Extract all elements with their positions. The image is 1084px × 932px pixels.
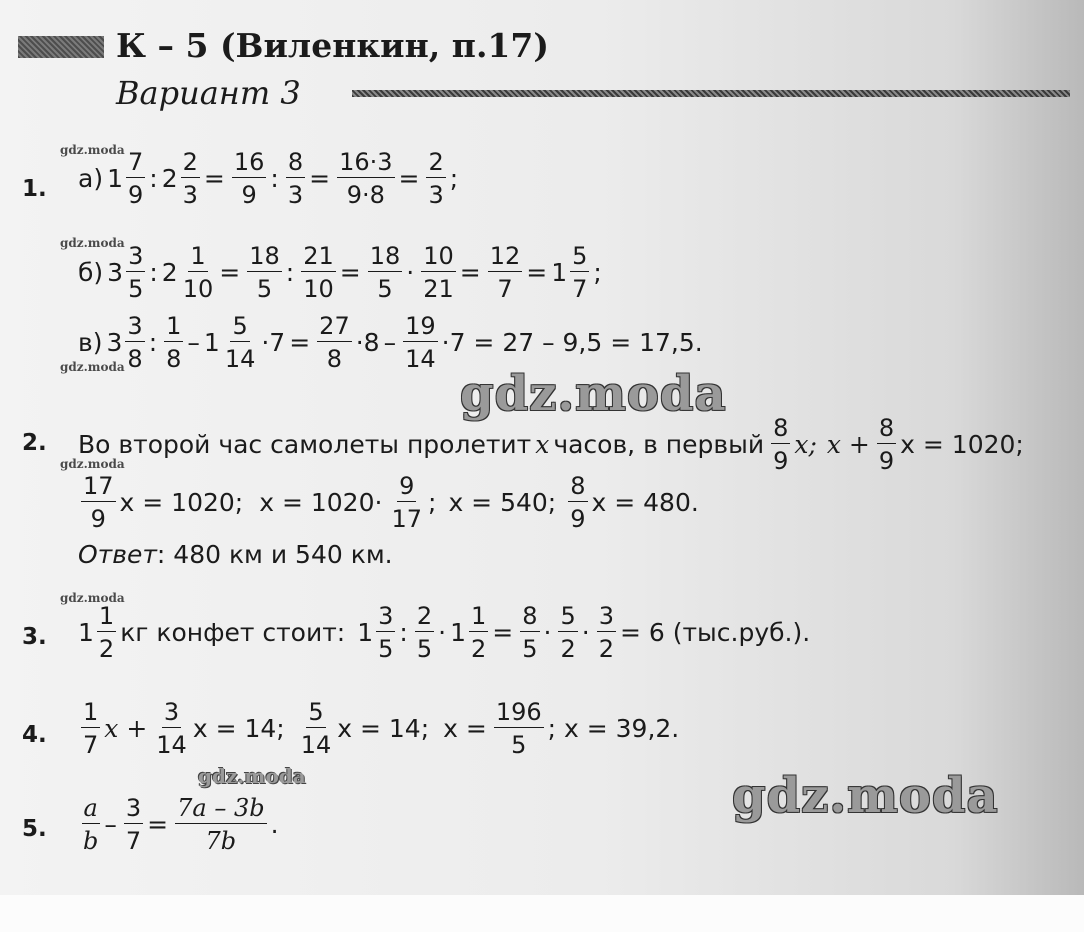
multiply-sign: ·	[406, 258, 415, 287]
item-label: б)	[78, 258, 104, 287]
period: .	[270, 810, 279, 839]
fraction: $\frac{2}{3}$	[428, 148, 444, 209]
problem-number: 1.	[22, 176, 47, 202]
equation: ; x = 39,2.	[547, 714, 680, 743]
equals-sign: =	[309, 164, 331, 193]
semicolon: ;	[428, 488, 437, 517]
equation: x =	[443, 714, 487, 743]
expression-tail: ·7 = 27 – 9,5 = 17,5.	[441, 328, 703, 357]
division-sign: :	[149, 164, 158, 193]
semicolon: ;	[593, 258, 602, 287]
problem-2-line-1	[78, 416, 1028, 473]
fraction: $\frac{5}{14}$	[300, 698, 332, 759]
multiply-sign: ·	[543, 618, 552, 647]
problem-1b	[78, 244, 606, 301]
multiply-term: ·7	[261, 328, 286, 357]
fraction: $\frac{3}{7}$	[125, 794, 142, 855]
answer-label: Ответ	[78, 540, 157, 569]
multiply-term: ·8	[355, 328, 380, 357]
whole-part: 1	[357, 618, 374, 647]
fraction: $\frac{5}{7}$	[572, 242, 588, 303]
whole-part: 1	[78, 618, 94, 647]
variant-label: Вариант 3	[116, 74, 301, 112]
fraction: $\frac{12}{7}$	[489, 242, 521, 303]
equals-sign: =	[526, 258, 548, 287]
multiply-sign: ·	[438, 618, 447, 647]
equation: x = 540;	[448, 488, 557, 517]
problem-number: 4.	[22, 722, 47, 748]
variable-x: x	[535, 430, 550, 459]
fraction: $\frac{8}{9}$	[773, 414, 789, 475]
semicolon: ;	[449, 164, 459, 193]
minus-sign: –	[104, 810, 117, 839]
division-sign: :	[399, 618, 408, 647]
equals-sign: =	[339, 258, 361, 287]
problem-1c	[78, 314, 707, 371]
whole-part: 2	[161, 164, 178, 193]
fraction: $\frac{2}{5}$	[416, 602, 433, 663]
fraction: $\frac{3}{5}$	[378, 602, 394, 663]
whole-part: 1	[450, 618, 466, 647]
item-label: в)	[78, 328, 103, 357]
whole-part: 3	[106, 328, 123, 357]
equals-sign: =	[289, 328, 311, 357]
equation: x = 1020;	[119, 488, 244, 517]
fraction: $\frac{3}{5}$	[128, 242, 144, 303]
fraction: $\frac{18}{5}$	[369, 242, 401, 303]
whole-part: 1	[203, 328, 220, 357]
fraction: $\frac{18}{5}$	[249, 242, 280, 303]
problem-4	[78, 700, 683, 757]
fraction: $\frac{2}{3}$	[182, 148, 198, 209]
fraction: $\frac{16}{9}$	[233, 148, 265, 209]
fraction: $\frac{16\cdot 3}{9\cdot 8}$	[339, 148, 393, 209]
equals-sign: =	[147, 810, 169, 839]
problem-number: 3.	[22, 624, 47, 650]
expression: x +	[826, 430, 870, 459]
problem-5	[78, 796, 283, 853]
fraction: $\frac{27}{8}$	[319, 312, 350, 373]
watermark-medium: gdz.moda	[198, 764, 306, 788]
problem-2-line-2	[78, 474, 703, 531]
item-label: а)	[78, 164, 104, 193]
fraction: $\frac{5}{2}$	[560, 602, 576, 663]
problem-2-answer	[78, 540, 397, 569]
whole-part: 3	[107, 258, 124, 287]
problem-number: 2.	[22, 430, 47, 456]
multiply-sign: ·	[581, 618, 590, 647]
fraction: $\frac{1}{10}$	[182, 242, 214, 303]
equation: x = 1020·	[259, 488, 383, 517]
watermark-small: gdz.moda	[60, 143, 125, 157]
fraction: $\frac{8}{9}$	[570, 472, 586, 533]
statement-text: часов, в первый	[553, 430, 765, 459]
equals-sign: =	[492, 618, 514, 647]
minus-sign: –	[383, 328, 397, 357]
equation: x = 14;	[337, 714, 430, 743]
fraction: $\frac{1}{2}$	[98, 602, 115, 663]
watermark-small: gdz.moda	[60, 591, 125, 605]
watermark-small: gdz.moda	[60, 457, 125, 471]
fraction: $\frac{3}{14}$	[156, 698, 187, 759]
problem-number: 5.	[22, 816, 47, 842]
division-sign: :	[270, 164, 279, 193]
answer-text: : 480 км и 540 км.	[156, 540, 393, 569]
fraction: $\frac{21}{10}$	[303, 242, 334, 303]
statement-text: кг конфет стоит:	[120, 618, 346, 647]
header-marker-bar	[18, 36, 104, 58]
watermark-large: gdz.moda	[732, 768, 999, 824]
fraction: $\frac{5}{14}$	[224, 312, 256, 373]
equation: x = 14;	[192, 714, 285, 743]
fraction: $\frac{1}{2}$	[470, 602, 487, 663]
statement-text: Во второй час самолеты пролетит	[78, 430, 532, 459]
fraction: $\frac{19}{14}$	[405, 312, 436, 373]
fraction: $\frac{7a - 3b}{7b}$	[177, 794, 265, 855]
page-title: К – 5 (Виленкин, п.17)	[116, 26, 549, 65]
watermark-large: gdz.moda	[460, 366, 727, 422]
fraction: $\frac{9}{17}$	[391, 472, 422, 533]
expression: x +	[104, 714, 148, 743]
fraction: $\frac{196}{5}$	[495, 698, 542, 759]
equals-sign: =	[459, 258, 481, 287]
fraction: $\frac{10}{21}$	[423, 242, 454, 303]
equation: x = 480.	[591, 488, 699, 517]
division-sign: :	[148, 328, 158, 357]
watermark-small: gdz.moda	[60, 236, 125, 250]
fraction: $\frac{7}{9}$	[127, 148, 144, 209]
result-text: = 6 (тыс.руб.).	[619, 618, 811, 647]
equals-sign: =	[219, 258, 241, 287]
minus-sign: –	[187, 328, 200, 357]
whole-part: 2	[161, 258, 178, 287]
division-sign: :	[285, 258, 295, 287]
page-bottom-margin	[0, 895, 1084, 932]
fraction: $\frac{8}{3}$	[287, 148, 304, 209]
variant-underline	[352, 90, 1070, 97]
equation: x = 1020;	[900, 430, 1024, 459]
fraction: $\frac{8}{9}$	[878, 414, 895, 475]
fraction: $\frac{1}{8}$	[166, 312, 182, 373]
watermark-small: gdz.moda	[60, 360, 125, 374]
whole-part: 1	[107, 164, 123, 193]
fraction: $\frac{3}{8}$	[127, 312, 143, 373]
equals-sign: =	[203, 164, 225, 193]
fraction: $\frac{a}{b}$	[83, 794, 99, 855]
equals-sign: =	[398, 164, 420, 193]
fraction: $\frac{17}{9}$	[83, 472, 114, 533]
problem-3	[78, 604, 814, 661]
fraction: $\frac{3}{2}$	[598, 602, 614, 663]
expression: x;	[794, 430, 817, 459]
fraction: $\frac{8}{5}$	[522, 602, 538, 663]
problem-1a	[78, 150, 462, 207]
division-sign: :	[149, 258, 158, 287]
whole-part: 1	[551, 258, 568, 287]
fraction: $\frac{1}{7}$	[83, 698, 99, 759]
